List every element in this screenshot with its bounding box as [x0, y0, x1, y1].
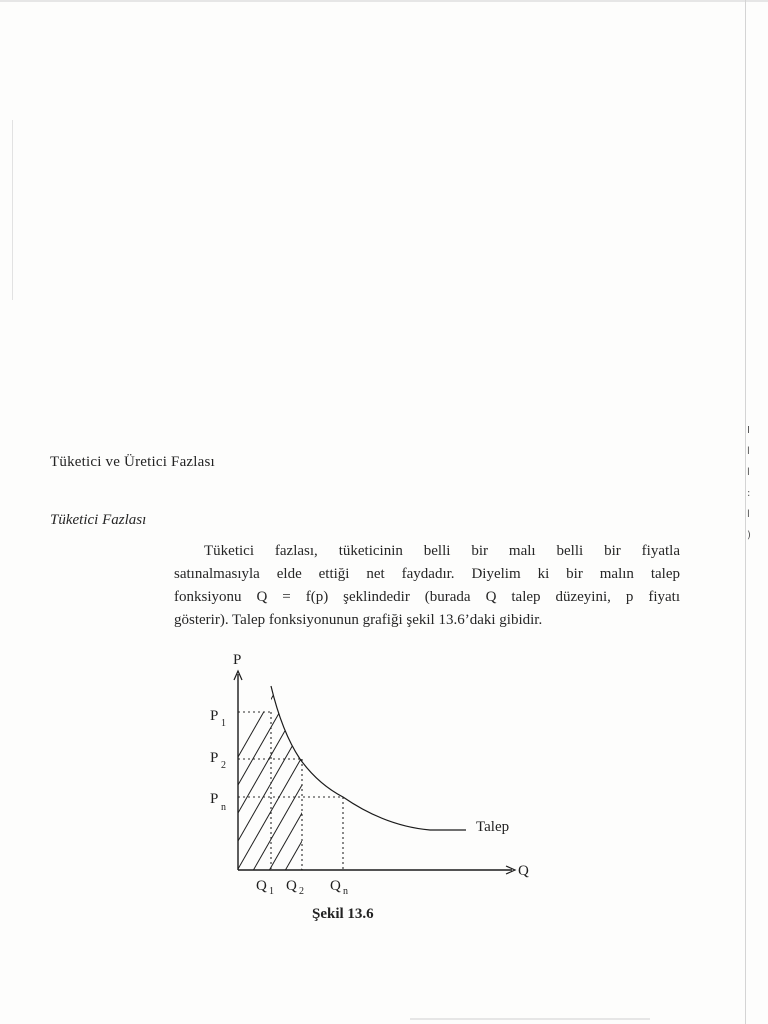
quantity-label-qn: Q — [330, 878, 341, 894]
paragraph-line: Tüketici fazlası, tüketicinin belli bir malı belli bir fiyatla — [204, 543, 680, 559]
margin-mark: : — [747, 488, 751, 499]
hatched-surplus-area — [190, 680, 410, 890]
margin-mark: I — [747, 425, 750, 436]
figure-svg — [190, 640, 550, 940]
quantity-label-q1: Q — [256, 878, 267, 894]
dotted-guides — [238, 712, 343, 870]
demand-curve — [271, 686, 466, 830]
price-label-pn: P — [210, 791, 219, 807]
price-label-p1: P — [210, 708, 219, 724]
y-axis-label: P — [233, 652, 242, 668]
paragraph-line: fonksiyonu Q = f(p) şeklindedir (burada Q talep düzeyini, p fiyatı — [174, 589, 680, 605]
quantity-label-q2-sub: 2 — [299, 886, 304, 897]
margin-mark: l — [747, 467, 750, 478]
x-axis-label: Q — [518, 863, 529, 879]
price-label-p1-sub: 1 — [221, 718, 226, 729]
margin-mark: ) — [747, 530, 751, 541]
curve-label: Talep — [476, 819, 510, 835]
scan-edge-left — [12, 120, 13, 300]
quantity-label-q2: Q — [286, 878, 297, 894]
scan-edge-top — [0, 0, 768, 2]
quantity-label-qn-sub: n — [343, 886, 348, 897]
paragraph-line: satınalmasıyla elde ettiği net faydadır. Diyelim ki bir malın talep — [174, 566, 680, 582]
scan-edge-bottom — [410, 1018, 650, 1020]
demand-curve-figure — [190, 640, 550, 940]
body-paragraph — [174, 540, 680, 632]
price-label-pn-sub: n — [221, 802, 226, 813]
figure-caption: Şekil 13.6 — [312, 906, 374, 922]
price-label-p2-sub: 2 — [221, 760, 226, 771]
scan-edge-right — [745, 0, 746, 1024]
quantity-label-q1-sub: 1 — [269, 886, 274, 897]
price-label-p2: P — [210, 750, 219, 766]
margin-mark: l — [747, 446, 750, 457]
subsection-title: Tüketici Fazlası — [50, 512, 147, 528]
margin-mark: l — [747, 509, 750, 520]
paragraph-line: gösterir). Talep fonksiyonunun grafiği şekil 13.6’daki gibidir. — [174, 612, 543, 628]
margin-marks — [747, 420, 759, 546]
section-title: Tüketici ve Üretici Fazlası — [50, 454, 215, 470]
